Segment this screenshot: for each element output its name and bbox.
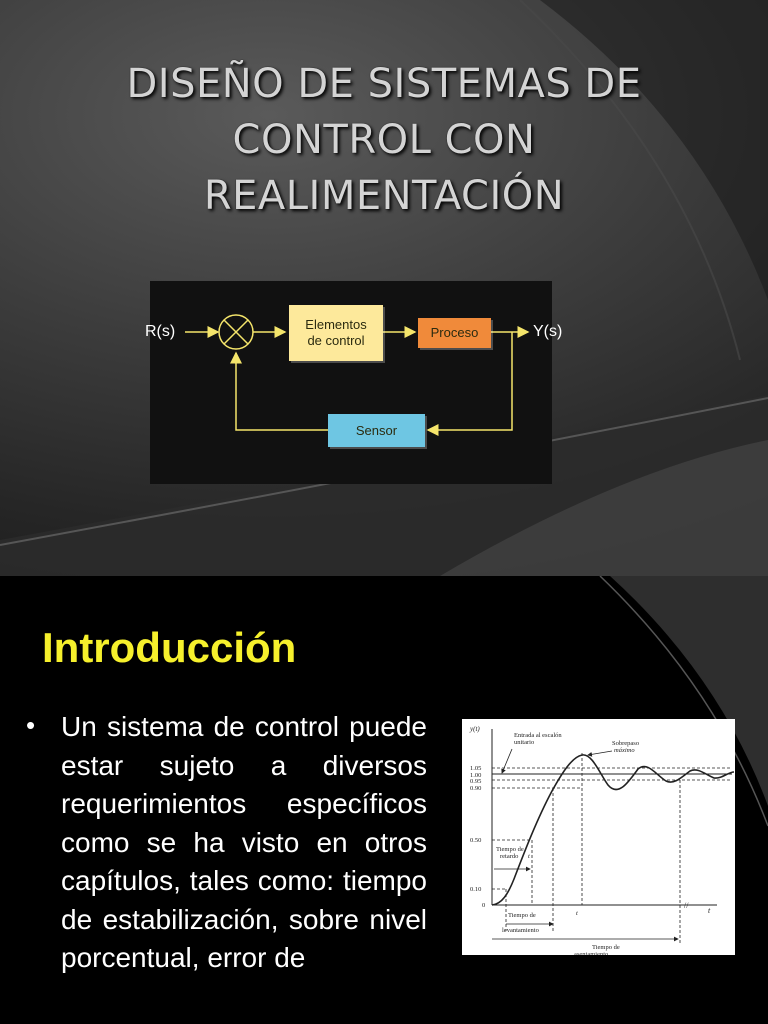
controller-block <box>289 305 383 361</box>
t-axis-label: t <box>708 906 711 915</box>
title-line-2: CONTROL CON <box>232 117 536 163</box>
slide-title-heading <box>60 56 708 224</box>
controller-label-line2: de control <box>307 333 365 348</box>
tick-105: 1.05 <box>470 765 482 772</box>
process-block <box>418 318 491 348</box>
sensor-to-junction-line <box>236 353 328 430</box>
bullet-icon: • <box>26 710 36 740</box>
axis-break-mark: // <box>684 901 689 910</box>
intro-heading: Introducción <box>42 624 297 671</box>
slide-introduction <box>0 576 768 1024</box>
input-label: R(s) <box>145 323 176 340</box>
delay-label-line2: retardo <box>500 853 519 860</box>
sensor-block <box>328 414 425 447</box>
tick-0: 0 <box>482 902 486 909</box>
sensor-label: Sensor <box>355 422 398 438</box>
response-curve <box>492 755 734 905</box>
output-label: Y(s) <box>533 323 563 340</box>
title-line-1: DISEÑO DE SISTEMAS DE <box>126 61 642 107</box>
tmax-label: t <box>576 910 578 917</box>
input-label-line1: Entrada al escalón <box>514 732 562 739</box>
tick-095: 0.95 <box>470 778 482 785</box>
controller-label-line1: Elementos <box>305 317 367 332</box>
delay-label-line1: Tiempo de <box>496 846 524 853</box>
input-label-arrow <box>502 749 512 773</box>
step-response-graph <box>462 719 735 955</box>
tick-090: 0.90 <box>470 785 482 792</box>
settling-label-line1: Tiempo de <box>592 944 620 951</box>
title-line-3: REALIMENTACIÓN <box>203 173 565 219</box>
input-label-line2: unitario <box>514 739 535 746</box>
step-response-figure <box>462 719 735 955</box>
rise-label-line2: levantamiento <box>502 927 539 934</box>
overshoot-arrow <box>588 751 612 755</box>
bullet-text: Un sistema de control puede estar sujeto a diversos requerimientos específicos como se ha visto en otros capítulos, tales como: tiempo de estabilización, sobre nivel porcentual, error de <box>61 711 427 973</box>
process-label: Proceso <box>430 325 479 340</box>
delay-symbol: t <box>528 853 530 860</box>
rise-label-line1: Tiempo de <box>508 912 536 919</box>
overshoot-label-line2: máximo <box>614 747 635 754</box>
feedback-block-diagram <box>145 281 563 484</box>
tick-050: 0.50 <box>470 837 482 844</box>
overshoot-label-line1: Sobrepaso <box>612 740 640 747</box>
y-axis-label: y(t) <box>470 725 480 733</box>
tick-010: 0.10 <box>470 886 482 893</box>
tick-100: 1.00 <box>470 772 482 779</box>
summing-junction-icon <box>219 315 253 349</box>
settling-label-line2: asentamiento <box>574 951 609 955</box>
